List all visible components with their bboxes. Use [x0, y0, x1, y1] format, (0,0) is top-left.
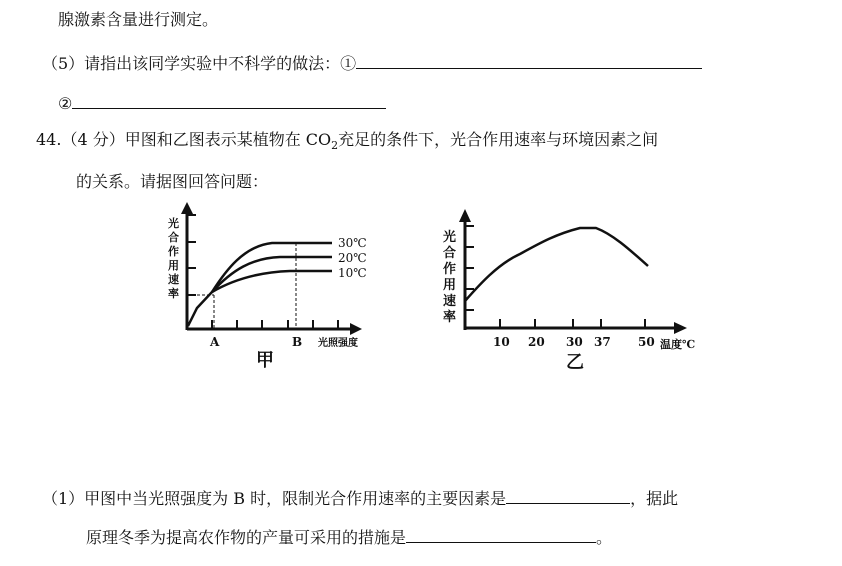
yi-caption: 乙 [566, 352, 584, 373]
question-1-text-a: （1）甲图中当光照强度为 B 时，限制光合作用速率的主要因素是 [42, 489, 507, 508]
question-44-line-2: 的关系。请据图回答问题： [76, 172, 269, 191]
svg-text:作: 作 [168, 245, 179, 258]
co2-subscript: 2 [331, 139, 339, 153]
svg-text:用: 用 [168, 259, 179, 272]
jia-series-30: 30℃ [338, 236, 367, 250]
question-1-line-2-end: 。 [596, 528, 613, 547]
yi-x-label: 温度℃ [660, 338, 696, 351]
jia-x-label: 光照强度 [318, 338, 358, 349]
svg-text:用: 用 [443, 278, 457, 293]
yi-tick-37: 37 [594, 335, 611, 349]
question-44-text-a: 44.（4 分）甲图和乙图表示某植物在 CO [36, 130, 332, 149]
svg-text:光: 光 [443, 230, 457, 245]
jia-point-a: A [210, 335, 220, 349]
yi-curve [465, 228, 648, 301]
jia-curve-20 [212, 257, 332, 292]
jia-series-20: 20℃ [338, 251, 367, 265]
yi-tick-20: 20 [528, 335, 545, 349]
svg-text:率: 率 [443, 310, 457, 325]
jia-point-b: B [292, 335, 303, 349]
svg-text:合: 合 [168, 231, 179, 244]
jia-caption: 甲 [256, 350, 274, 371]
question-5-second-marker: ② [58, 94, 73, 113]
svg-text:作: 作 [443, 262, 457, 277]
yi-y-arrow [459, 209, 471, 222]
svg-text:率: 率 [168, 287, 179, 300]
yi-tick-50: 50 [638, 335, 655, 349]
question-1-line-2-text: 原理冬季为提高农作物的产量可采用的措施是 [86, 528, 407, 547]
text-line-1: 腺激素含量进行测定。 [58, 10, 219, 29]
svg-text:速: 速 [168, 273, 179, 286]
question-5-text: （5）请指出该同学实验中不科学的做法：① [42, 54, 357, 73]
yi-tick-labels [493, 335, 655, 349]
svg-text:速: 速 [443, 294, 457, 309]
yi-tick-30: 30 [566, 335, 583, 349]
yi-tick-10: 10 [493, 335, 510, 349]
question-44-text-b: 充足的条件下，光合作用速率与环境因素之间 [338, 130, 659, 149]
yi-x-arrow [674, 322, 687, 334]
jia-curve-30 [188, 243, 332, 326]
jia-y-label [168, 216, 179, 300]
figure-yi [443, 209, 695, 373]
jia-y-arrow [181, 202, 193, 214]
question-1-text-b: ，据此 [630, 489, 679, 508]
jia-series-10: 10℃ [338, 266, 367, 280]
svg-text:合: 合 [443, 246, 457, 261]
figure-jia [168, 202, 367, 371]
svg-text:光: 光 [168, 217, 179, 230]
jia-x-arrow [350, 323, 362, 335]
yi-y-label [443, 229, 456, 325]
